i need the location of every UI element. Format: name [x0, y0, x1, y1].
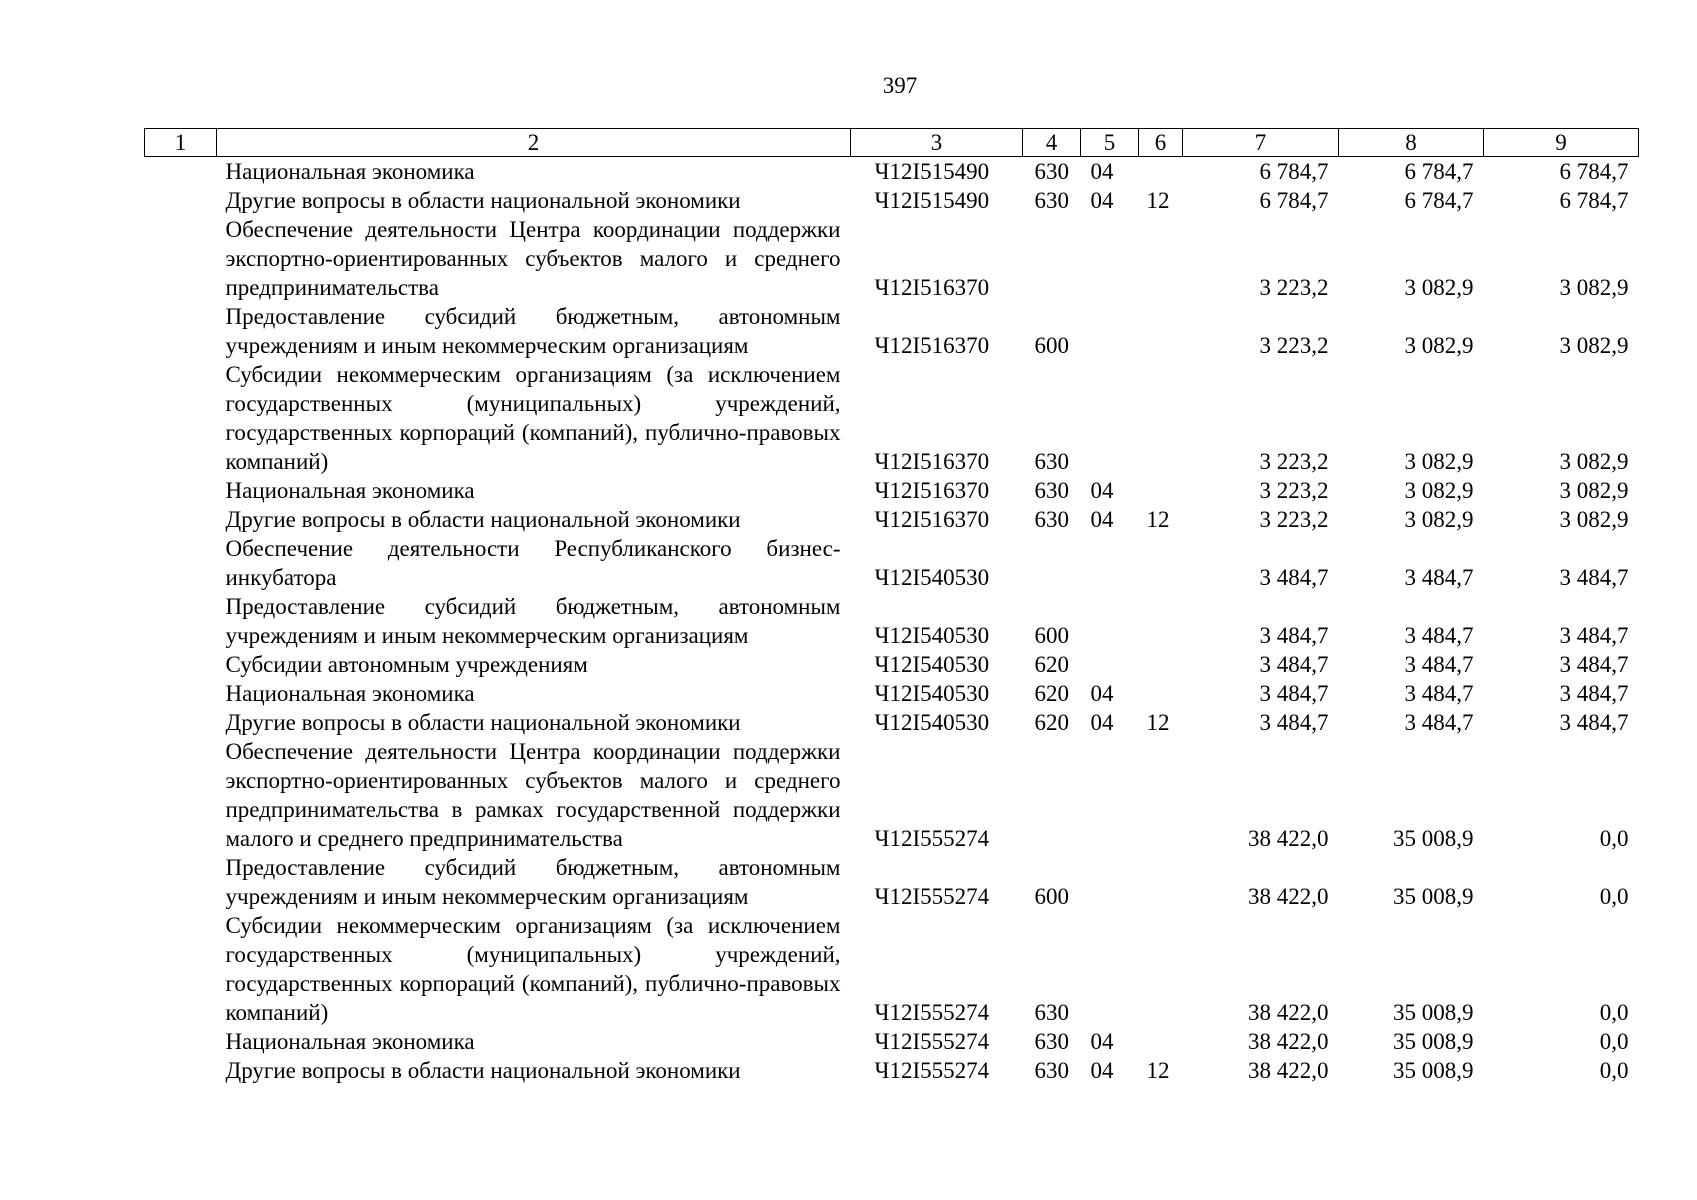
section-code: 04 [1090, 1058, 1114, 1083]
row-name: Другие вопросы в области национальной экономики [225, 507, 741, 532]
amount-col7: 6 784,7 [1259, 188, 1329, 213]
row-name: Субсидии некоммерческим организациям (за исключением государственных (муниципальных) учреждений, государственных корпораций (компаний), публично-правовых компаний) [225, 913, 841, 1025]
amount-col7: 38 422,0 [1248, 1000, 1329, 1025]
table-row [145, 650, 1639, 679]
row-name: Предоставление субсидий бюджетным, автономным учреждениям и иным некоммерческим организациям [225, 594, 841, 648]
target-code: Ч12I540530 [874, 681, 990, 706]
amount-col8: 6 784,7 [1404, 159, 1474, 184]
column-header: 2 [217, 129, 851, 157]
table-row [145, 1027, 1639, 1056]
amount-col7: 3 223,2 [1259, 449, 1329, 474]
target-code: Ч12I540530 [874, 623, 990, 648]
column-number-header [145, 129, 1639, 157]
index-cell [145, 302, 217, 360]
amount-col8: 3 082,9 [1404, 449, 1474, 474]
index-cell [145, 534, 217, 592]
amount-col8: 3 082,9 [1404, 478, 1474, 503]
expense-type: 620 [1034, 710, 1069, 735]
target-code: Ч12I516370 [874, 449, 990, 474]
table-row [145, 302, 1639, 360]
amount-col7: 3 484,7 [1259, 652, 1329, 677]
expense-type: 630 [1034, 188, 1069, 213]
expense-type [1023, 215, 1081, 302]
section-code [1081, 534, 1139, 592]
expense-type: 630 [1034, 159, 1069, 184]
amount-col8: 3 484,7 [1404, 623, 1474, 648]
amount-col7: 38 422,0 [1248, 1058, 1329, 1083]
subsection-code [1139, 737, 1183, 853]
column-header: 7 [1183, 129, 1339, 157]
expense-type [1023, 737, 1081, 853]
subsection-code [1139, 911, 1183, 1027]
expense-type [1023, 534, 1081, 592]
amount-col8: 35 008,9 [1393, 826, 1474, 851]
amount-col8: 6 784,7 [1404, 188, 1474, 213]
section-code [1081, 592, 1139, 650]
target-code: Ч12I516370 [874, 275, 990, 300]
table-row [145, 215, 1639, 302]
table-row [145, 476, 1639, 505]
target-code: Ч12I555274 [874, 1029, 990, 1054]
amount-col8: 35 008,9 [1393, 1058, 1474, 1083]
section-code: 04 [1090, 710, 1114, 735]
row-name: Предоставление субсидий бюджетным, автономным учреждениям и иным некоммерческим организациям [225, 304, 841, 358]
amount-col9: 3 484,7 [1559, 565, 1629, 590]
section-code: 04 [1090, 1029, 1114, 1054]
target-code: Ч12I516370 [874, 507, 990, 532]
target-code: Ч12I515490 [874, 159, 990, 184]
target-code: Ч12I540530 [874, 652, 990, 677]
index-cell [145, 476, 217, 505]
row-name: Субсидии автономным учреждениям [225, 652, 588, 677]
table-row [145, 505, 1639, 534]
row-name: Обеспечение деятельности Республиканского бизнес-инкубатора [225, 536, 841, 590]
row-name: Национальная экономика [225, 1029, 475, 1054]
target-code: Ч12I555274 [874, 826, 990, 851]
section-code [1081, 302, 1139, 360]
page-number: 397 [882, 73, 918, 98]
expense-type: 620 [1034, 681, 1069, 706]
target-code: Ч12I540530 [874, 710, 990, 735]
section-code: 04 [1090, 159, 1114, 184]
amount-col9: 6 784,7 [1559, 159, 1629, 184]
row-name: Национальная экономика [225, 478, 475, 503]
table-row [145, 360, 1639, 476]
amount-col7: 38 422,0 [1248, 884, 1329, 909]
column-header: 8 [1339, 129, 1484, 157]
subsection-code: 12 [1146, 1058, 1170, 1083]
table-row [145, 1056, 1639, 1085]
section-code: 04 [1090, 681, 1114, 706]
row-name: Национальная экономика [225, 159, 475, 184]
index-cell [145, 1056, 217, 1085]
row-name: Обеспечение деятельности Центра координации поддержки экспортно-ориентированных субъектов малого и среднего предпринимательства [225, 217, 841, 300]
amount-col7: 3 223,2 [1259, 333, 1329, 358]
column-header: 5 [1081, 129, 1139, 157]
subsection-code [1139, 215, 1183, 302]
amount-col7: 3 484,7 [1259, 623, 1329, 648]
subsection-code [1139, 157, 1183, 187]
section-code [1081, 853, 1139, 911]
subsection-code: 12 [1146, 710, 1170, 735]
subsection-code [1139, 679, 1183, 708]
table-row [145, 592, 1639, 650]
expense-type: 600 [1034, 333, 1069, 358]
amount-col7: 38 422,0 [1248, 826, 1329, 851]
subsection-code [1139, 476, 1183, 505]
row-name: Предоставление субсидий бюджетным, автономным учреждениям и иным некоммерческим организациям [225, 855, 841, 909]
amount-col9: 3 484,7 [1559, 623, 1629, 648]
amount-col8: 35 008,9 [1393, 1029, 1474, 1054]
index-cell [145, 708, 217, 737]
section-code: 04 [1090, 188, 1114, 213]
amount-col8: 3 484,7 [1404, 681, 1474, 706]
index-cell [145, 505, 217, 534]
section-code [1081, 215, 1139, 302]
amount-col9: 3 484,7 [1559, 652, 1629, 677]
table-body [145, 157, 1639, 1086]
budget-table [144, 128, 1639, 1085]
target-code: Ч12I540530 [874, 565, 990, 590]
index-cell [145, 650, 217, 679]
index-cell [145, 737, 217, 853]
subsection-code [1139, 650, 1183, 679]
section-code: 04 [1090, 478, 1114, 503]
section-code [1081, 360, 1139, 476]
amount-col8: 3 082,9 [1404, 507, 1474, 532]
index-cell [145, 853, 217, 911]
target-code: Ч12I516370 [874, 333, 990, 358]
target-code: Ч12I555274 [874, 884, 990, 909]
row-name: Другие вопросы в области национальной экономики [225, 188, 741, 213]
amount-col9: 3 082,9 [1559, 507, 1629, 532]
index-cell [145, 679, 217, 708]
column-header: 4 [1023, 129, 1081, 157]
column-header: 6 [1139, 129, 1183, 157]
amount-col9: 3 082,9 [1559, 478, 1629, 503]
table-row [145, 708, 1639, 737]
amount-col9: 3 484,7 [1559, 710, 1629, 735]
amount-col7: 3 223,2 [1259, 478, 1329, 503]
column-header: 1 [145, 129, 217, 157]
amount-col9: 0,0 [1599, 884, 1629, 909]
expense-type: 600 [1034, 623, 1069, 648]
expense-type: 600 [1034, 884, 1069, 909]
section-code [1081, 911, 1139, 1027]
amount-col7: 38 422,0 [1248, 1029, 1329, 1054]
target-code: Ч12I555274 [874, 1058, 990, 1083]
amount-col8: 3 082,9 [1404, 333, 1474, 358]
index-cell [145, 360, 217, 476]
subsection-code [1139, 360, 1183, 476]
column-header: 3 [851, 129, 1023, 157]
section-code: 04 [1090, 507, 1114, 532]
expense-type: 630 [1034, 507, 1069, 532]
row-name: Другие вопросы в области национальной экономики [225, 710, 741, 735]
amount-col7: 3 484,7 [1259, 681, 1329, 706]
amount-col8: 3 484,7 [1404, 565, 1474, 590]
amount-col8: 3 484,7 [1404, 652, 1474, 677]
row-name: Национальная экономика [225, 681, 475, 706]
row-name: Субсидии некоммерческим организациям (за исключением государственных (муниципальных) учреждений, государственных корпораций (компаний), публично-правовых компаний) [225, 362, 841, 474]
index-cell [145, 215, 217, 302]
target-code: Ч12I555274 [874, 1000, 990, 1025]
expense-type: 620 [1034, 652, 1069, 677]
amount-col8: 35 008,9 [1393, 1000, 1474, 1025]
amount-col7: 3 484,7 [1259, 710, 1329, 735]
expense-type: 630 [1034, 1058, 1069, 1083]
amount-col9: 3 484,7 [1559, 681, 1629, 706]
index-cell [145, 911, 217, 1027]
subsection-code [1139, 302, 1183, 360]
amount-col9: 0,0 [1599, 1000, 1629, 1025]
row-name: Другие вопросы в области национальной экономики [225, 1058, 741, 1083]
target-code: Ч12I516370 [874, 478, 990, 503]
subsection-code: 12 [1146, 507, 1170, 532]
amount-col9: 0,0 [1599, 826, 1629, 851]
amount-col9: 6 784,7 [1559, 188, 1629, 213]
amount-col7: 3 484,7 [1259, 565, 1329, 590]
expense-type: 630 [1034, 1029, 1069, 1054]
expense-type: 630 [1034, 449, 1069, 474]
column-header: 9 [1484, 129, 1639, 157]
subsection-code [1139, 592, 1183, 650]
table-row [145, 911, 1639, 1027]
amount-col8: 3 082,9 [1404, 275, 1474, 300]
table-row [145, 737, 1639, 853]
amount-col7: 6 784,7 [1259, 159, 1329, 184]
expense-type: 630 [1034, 478, 1069, 503]
amount-col9: 3 082,9 [1559, 333, 1629, 358]
amount-col9: 3 082,9 [1559, 275, 1629, 300]
row-name: Обеспечение деятельности Центра координации поддержки экспортно-ориентированных субъектов малого и среднего предпринимательства в рамках государственной поддержки малого и среднего предпринимательства [225, 739, 841, 851]
table-row [145, 186, 1639, 215]
amount-col8: 3 484,7 [1404, 710, 1474, 735]
amount-col9: 0,0 [1599, 1029, 1629, 1054]
target-code: Ч12I515490 [874, 188, 990, 213]
amount-col7: 3 223,2 [1259, 275, 1329, 300]
section-code [1081, 737, 1139, 853]
table-row [145, 853, 1639, 911]
index-cell [145, 1027, 217, 1056]
amount-col7: 3 223,2 [1259, 507, 1329, 532]
subsection-code [1139, 534, 1183, 592]
section-code [1081, 650, 1139, 679]
subsection-code: 12 [1146, 188, 1170, 213]
amount-col9: 3 082,9 [1559, 449, 1629, 474]
table-row [145, 679, 1639, 708]
subsection-code [1139, 1027, 1183, 1056]
index-cell [145, 157, 217, 187]
table-row [145, 534, 1639, 592]
subsection-code [1139, 853, 1183, 911]
table-row [145, 157, 1639, 187]
amount-col8: 35 008,9 [1393, 884, 1474, 909]
index-cell [145, 592, 217, 650]
expense-type: 630 [1034, 1000, 1069, 1025]
index-cell [145, 186, 217, 215]
amount-col9: 0,0 [1599, 1058, 1629, 1083]
